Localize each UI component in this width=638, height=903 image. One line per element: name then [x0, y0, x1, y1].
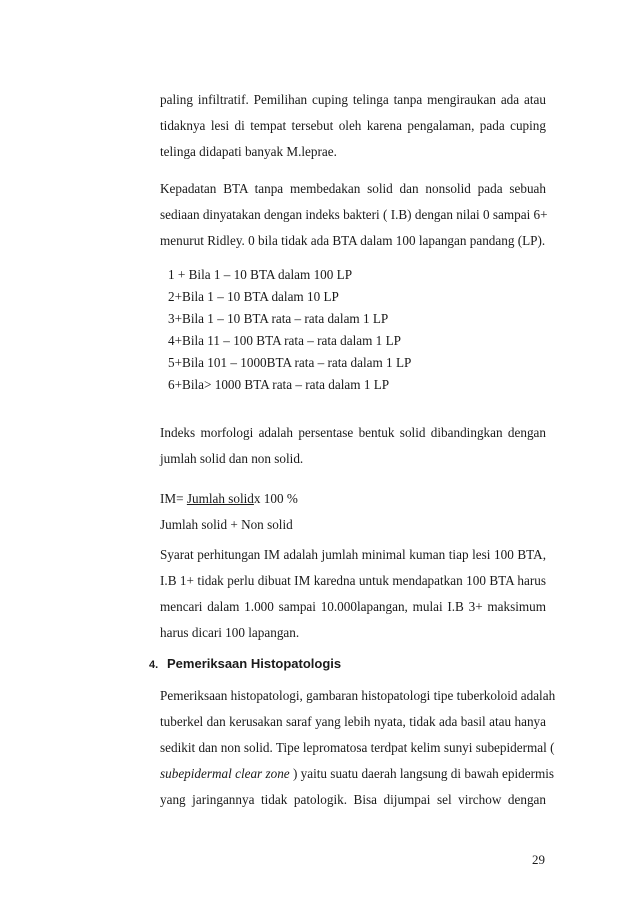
- text-line: harus dicari 100 lapangan.: [160, 625, 300, 640]
- formula-suffix: x 100 %: [253, 491, 298, 506]
- section-number: 4.: [149, 659, 159, 671]
- list-item: 3+Bila 1 – 10 BTA rata – rata dalam 1 LP: [168, 311, 389, 326]
- text-line: jumlah solid dan non solid.: [160, 451, 304, 466]
- paragraph-im-requirements: [160, 542, 546, 646]
- text-line: Indeks morfologi adalah persentase bentuk solid dibandingkan dengan: [160, 425, 546, 440]
- formula-denominator: Jumlah solid + Non solid: [160, 517, 293, 532]
- text-line: Syarat perhitungan IM adalah jumlah minimal kuman tiap lesi 100 BTA,: [160, 547, 546, 562]
- page-number: 29: [532, 852, 545, 867]
- morphology-index-formula: [160, 486, 546, 538]
- text-line: telinga didapati banyak M.leprae.: [160, 144, 337, 159]
- paragraph-morphology-index: [160, 420, 546, 472]
- text-line: sediaan dinyatakan dengan indeks bakteri ( I.B) dengan nilai 0 sampai 6+: [160, 207, 548, 222]
- paragraph-histopathology: [160, 683, 556, 813]
- formula-prefix: IM=: [160, 491, 187, 506]
- italic-term: subepidermal clear zone: [160, 766, 290, 781]
- list-item: 5+Bila 101 – 1000BTA rata – rata dalam 1 LP: [168, 355, 412, 370]
- text-line: yang jaringannya tidak patologik. Bisa dijumpai sel virchow dengan: [160, 792, 546, 807]
- text-line: tuberkel dan kerusakan saraf yang lebih nyata, tidak ada basil atau hanya: [160, 714, 546, 729]
- text-line: sedikit dan non solid. Tipe lepromatosa terdpat kelim sunyi subepidermal (: [160, 740, 555, 755]
- bacterial-index-list: [168, 264, 411, 396]
- text-line: subepidermal clear zone ) yaitu suatu daerah langsung di bawah epidermis: [160, 766, 555, 781]
- text-line: Kepadatan BTA tanpa membedakan solid dan nonsolid pada sebuah: [160, 181, 546, 196]
- formula-numerator-line: [160, 486, 546, 512]
- paragraph-ear-lobe: [160, 87, 546, 165]
- text-line: menurut Ridley. 0 bila tidak ada BTA dalam 100 lapangan pandang (LP).: [160, 233, 546, 248]
- section-heading: [149, 656, 341, 671]
- list-item: 4+Bila 11 – 100 BTA rata – rata dalam 1 LP: [168, 333, 401, 348]
- text-line: Pemeriksaan histopatologi, gambaran histopatologi tipe tuberkoloid adalah: [160, 688, 556, 703]
- list-item: 2+Bila 1 – 10 BTA dalam 10 LP: [168, 289, 339, 304]
- list-item: 1 + Bila 1 – 10 BTA dalam 100 LP: [168, 267, 353, 282]
- formula-numerator: Jumlah solid: [186, 491, 254, 506]
- text-line: paling infiltratif. Pemilihan cuping telinga tanpa mengiraukan ada atau: [160, 92, 546, 107]
- paragraph-bacterial-index: [160, 176, 546, 254]
- text-line: mencari dalam 1.000 sampai 10.000lapangan, mulai I.B 3+ maksimum: [160, 599, 546, 614]
- text-line: I.B 1+ tidak perlu dibuat IM karedna untuk mendapatkan 100 BTA harus: [160, 573, 546, 588]
- text-line: tidaknya lesi di tempat tersebut oleh karena pengalaman, pada cuping: [160, 118, 546, 133]
- list-item: 6+Bila> 1000 BTA rata – rata dalam 1 LP: [168, 377, 390, 392]
- section-title: Pemeriksaan Histopatologis: [167, 656, 342, 671]
